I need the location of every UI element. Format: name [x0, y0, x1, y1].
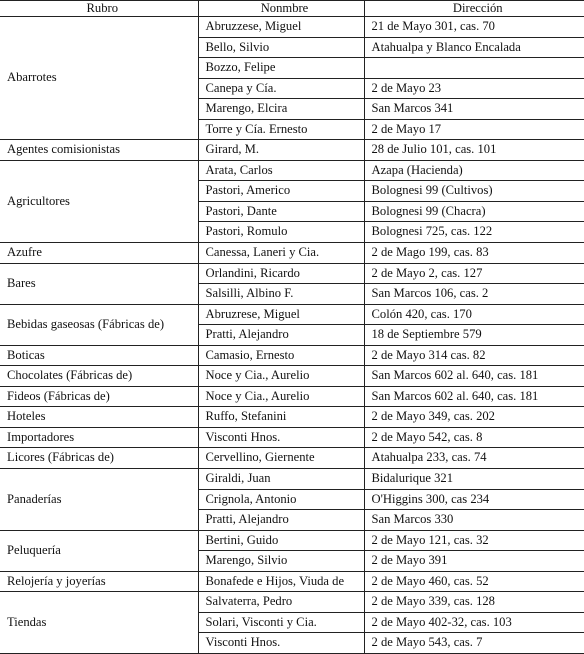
direccion-cell: 2 de Mayo 121, cas. 32	[364, 530, 584, 551]
table-body	[0, 17, 584, 654]
direccion-cell: San Marcos 330	[364, 510, 584, 531]
rubro-cell: Licores (Fábricas de)	[0, 448, 198, 469]
header-rubro: Rubro	[0, 0, 198, 17]
direccion-cell: 28 de Julio 101, cas. 101	[364, 140, 584, 161]
nombre-cell: Arata, Carlos	[198, 160, 364, 181]
nombre-cell: Canepa y Cía.	[198, 78, 364, 99]
rubro-cell: Azufre	[0, 243, 198, 264]
header-nombre: Nonmbre	[198, 0, 364, 17]
direccion-cell: Atahualpa 233, cas. 74	[364, 448, 584, 469]
nombre-cell: Camasio, Ernesto	[198, 345, 364, 366]
nombre-cell: Cervellino, Giernente	[198, 448, 364, 469]
table-row	[0, 160, 584, 181]
rubro-cell: Tiendas	[0, 592, 198, 654]
nombre-cell: Visconti Hnos.	[198, 633, 364, 654]
nombre-cell: Pastori, Dante	[198, 201, 364, 222]
nombre-cell: Solari, Visconti y Cia.	[198, 612, 364, 633]
nombre-cell: Bonafede e Hijos, Viuda de	[198, 571, 364, 592]
direccion-cell: 2 de Mayo 17	[364, 119, 584, 140]
rubro-cell: Bares	[0, 263, 198, 304]
table-row	[0, 407, 584, 428]
nombre-cell: Bertini, Guido	[198, 530, 364, 551]
table-row	[0, 530, 584, 551]
nombre-cell: Girard, M.	[198, 140, 364, 161]
direccion-cell: 2 de Mayo 402-32, cas. 103	[364, 612, 584, 633]
header-direccion: Dirección	[364, 0, 584, 17]
table-row	[0, 243, 584, 264]
direccion-cell: Atahualpa y Blanco Encalada	[364, 37, 584, 58]
direccion-cell: Bidalurique 321	[364, 469, 584, 490]
table-row	[0, 448, 584, 469]
table-row	[0, 571, 584, 592]
rubro-cell: Hoteles	[0, 407, 198, 428]
table-row	[0, 427, 584, 448]
nombre-cell: Bozzo, Felipe	[198, 58, 364, 79]
direccion-cell: 2 de Mayo 460, cas. 52	[364, 571, 584, 592]
direccion-cell: 2 de Mayo 542, cas. 8	[364, 427, 584, 448]
direccion-cell: 2 de Mayo 391	[364, 551, 584, 572]
direccion-cell: O'Higgins 300, cas 234	[364, 489, 584, 510]
nombre-cell: Pastori, Americo	[198, 181, 364, 202]
table-row	[0, 17, 584, 38]
direccion-cell: 2 de Mayo 349, cas. 202	[364, 407, 584, 428]
table-row	[0, 140, 584, 161]
rubro-cell: Importadores	[0, 427, 198, 448]
rubro-cell: Peluquería	[0, 530, 198, 571]
nombre-cell: Visconti Hnos.	[198, 427, 364, 448]
rubro-cell: Abarrotes	[0, 17, 198, 140]
nombre-cell: Bello, Silvio	[198, 37, 364, 58]
direccion-cell: Bolognesi 99 (Cultivos)	[364, 181, 584, 202]
header-row	[0, 0, 584, 17]
nombre-cell: Pastori, Romulo	[198, 222, 364, 243]
direccion-cell: 2 de Mago 199, cas. 83	[364, 243, 584, 264]
table-header	[0, 0, 584, 17]
direccion-cell: San Marcos 341	[364, 99, 584, 120]
direccion-cell: Colón 420, cas. 170	[364, 304, 584, 325]
nombre-cell: Salvaterra, Pedro	[198, 592, 364, 613]
nombre-cell: Pratti, Alejandro	[198, 325, 364, 346]
direccion-cell: 2 de Mayo 2, cas. 127	[364, 263, 584, 284]
direccion-cell: 2 de Mayo 23	[364, 78, 584, 99]
table-row	[0, 263, 584, 284]
nombre-cell: Canessa, Laneri y Cia.	[198, 243, 364, 264]
rubro-cell: Bebidas gaseosas (Fábricas de)	[0, 304, 198, 345]
rubro-cell: Agentes comisionistas	[0, 140, 198, 161]
rubro-cell: Fideos (Fábricas de)	[0, 386, 198, 407]
top-rule	[0, 0, 584, 1]
direccion-cell: 2 de Mayo 314 cas. 82	[364, 345, 584, 366]
direccion-cell: 2 de Mayo 543, cas. 7	[364, 633, 584, 654]
table-row	[0, 386, 584, 407]
rubro-cell: Relojería y joyerías	[0, 571, 198, 592]
direccion-cell: Azapa (Hacienda)	[364, 160, 584, 181]
rubro-cell: Panaderías	[0, 469, 198, 531]
direccion-cell: San Marcos 602 al. 640, cas. 181	[364, 366, 584, 387]
direccion-cell: San Marcos 106, cas. 2	[364, 284, 584, 305]
nombre-cell: Ruffo, Stefanini	[198, 407, 364, 428]
direccion-cell	[364, 58, 584, 79]
rubro-cell: Agricultores	[0, 160, 198, 242]
direccion-cell: Bolognesi 725, cas. 122	[364, 222, 584, 243]
nombre-cell: Noce y Cia., Aurelio	[198, 386, 364, 407]
nombre-cell: Salsilli, Albino F.	[198, 284, 364, 305]
nombre-cell: Orlandini, Ricardo	[198, 263, 364, 284]
direccion-cell: 18 de Septiembre 579	[364, 325, 584, 346]
direccion-cell: San Marcos 602 al. 640, cas. 181	[364, 386, 584, 407]
nombre-cell: Abruzzese, Miguel	[198, 17, 364, 38]
nombre-cell: Pratti, Alejandro	[198, 510, 364, 531]
nombre-cell: Abruzrese, Miguel	[198, 304, 364, 325]
nombre-cell: Marengo, Silvio	[198, 551, 364, 572]
nombre-cell: Giraldi, Juan	[198, 469, 364, 490]
nombre-cell: Crignola, Antonio	[198, 489, 364, 510]
table-row	[0, 592, 584, 613]
rubro-cell: Chocolates (Fábricas de)	[0, 366, 198, 387]
table-row	[0, 366, 584, 387]
nombre-cell: Torre y Cía. Ernesto	[198, 119, 364, 140]
nombre-cell: Noce y Cia., Aurelio	[198, 366, 364, 387]
table-row	[0, 304, 584, 325]
nombre-cell: Marengo, Elcira	[198, 99, 364, 120]
direccion-cell: Bolognesi 99 (Chacra)	[364, 201, 584, 222]
direccion-cell: 21 de Mayo 301, cas. 70	[364, 17, 584, 38]
table-row	[0, 469, 584, 490]
rubro-cell: Boticas	[0, 345, 198, 366]
table-row	[0, 345, 584, 366]
direccion-cell: 2 de Mayo 339, cas. 128	[364, 592, 584, 613]
